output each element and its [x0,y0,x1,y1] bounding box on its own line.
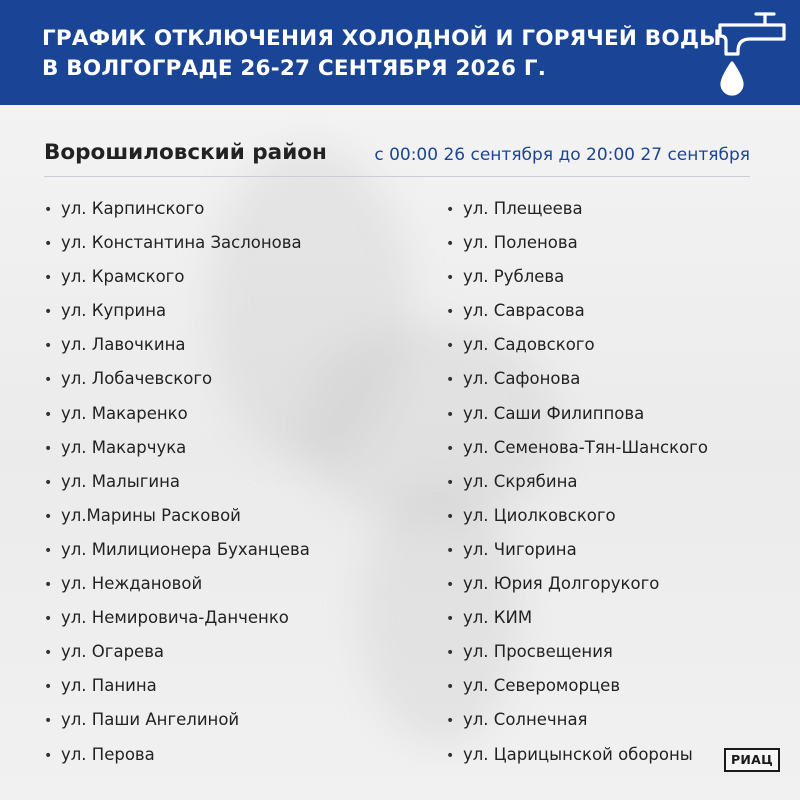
list-item: • ул. Скрябина [446,468,746,502]
list-item: • ул. Крамского [44,263,434,297]
list-item: • ул. КИМ [446,604,746,638]
list-item: • ул. Милиционера Буханцева [44,536,434,570]
list-item: • ул. Североморцев [446,672,746,706]
header-banner [0,0,800,105]
list-item: • ул. Неждановой [44,570,434,604]
list-item: • ул. Садовского [446,331,746,365]
list-item: • ул. Панина [44,672,434,706]
list-item: • ул. Чигорина [446,536,746,570]
water-tap-icon [718,8,788,100]
list-item: • ул. Карпинского [44,195,434,229]
list-item: • ул. Перова [44,741,434,775]
list-item: • ул. Плещеева [446,195,746,229]
list-item: • ул. Огарева [44,638,434,672]
list-item: • ул. Просвещения [446,638,746,672]
list-item: • ул. Немировича-Данченко [44,604,434,638]
title-line-1: ГРАФИК ОТКЛЮЧЕНИЯ ХОЛОДНОЙ И ГОРЯЧЕЙ ВОДЫ [42,26,722,51]
list-item: • ул. Рублева [446,263,746,297]
street-list-left [44,195,434,775]
list-item: • ул. Царицынской обороны [446,741,746,775]
list-item: • ул. Паши Ангелиной [44,706,434,740]
list-item: • ул. Солнечная [446,706,746,740]
title-line-2: В ВОЛГОГРАДЕ 26-27 СЕНТЯБРЯ 2026 Г. [42,56,547,81]
list-item: • ул. Макарчука [44,434,434,468]
list-item: • ул. Куприна [44,297,434,331]
page-title [42,24,722,84]
list-item: • ул. Юрия Долгорукого [446,570,746,604]
list-item: • ул.Марины Расковой [44,502,434,536]
list-item: • ул. Циолковского [446,502,746,536]
list-item: • ул. Макаренко [44,400,434,434]
list-item: • ул. Лавочкина [44,331,434,365]
list-item: • ул. Малыгина [44,468,434,502]
list-item: • ул. Саврасова [446,297,746,331]
outage-period: с 00:00 26 сентября до 20:00 27 сентября [374,145,750,165]
list-item: • ул. Поленова [446,229,746,263]
list-item: • ул. Константина Заслонова [44,229,434,263]
list-item: • ул. Семенова-Тян-Шанского [446,434,746,468]
district-header [44,138,750,177]
district-name: Ворошиловский район [44,140,327,165]
riac-logo: РИАЦ [724,748,780,772]
list-item: • ул. Саши Филиппова [446,400,746,434]
list-item: • ул. Лобачевского [44,365,434,399]
street-list-right [446,195,746,775]
list-item: • ул. Сафонова [446,365,746,399]
